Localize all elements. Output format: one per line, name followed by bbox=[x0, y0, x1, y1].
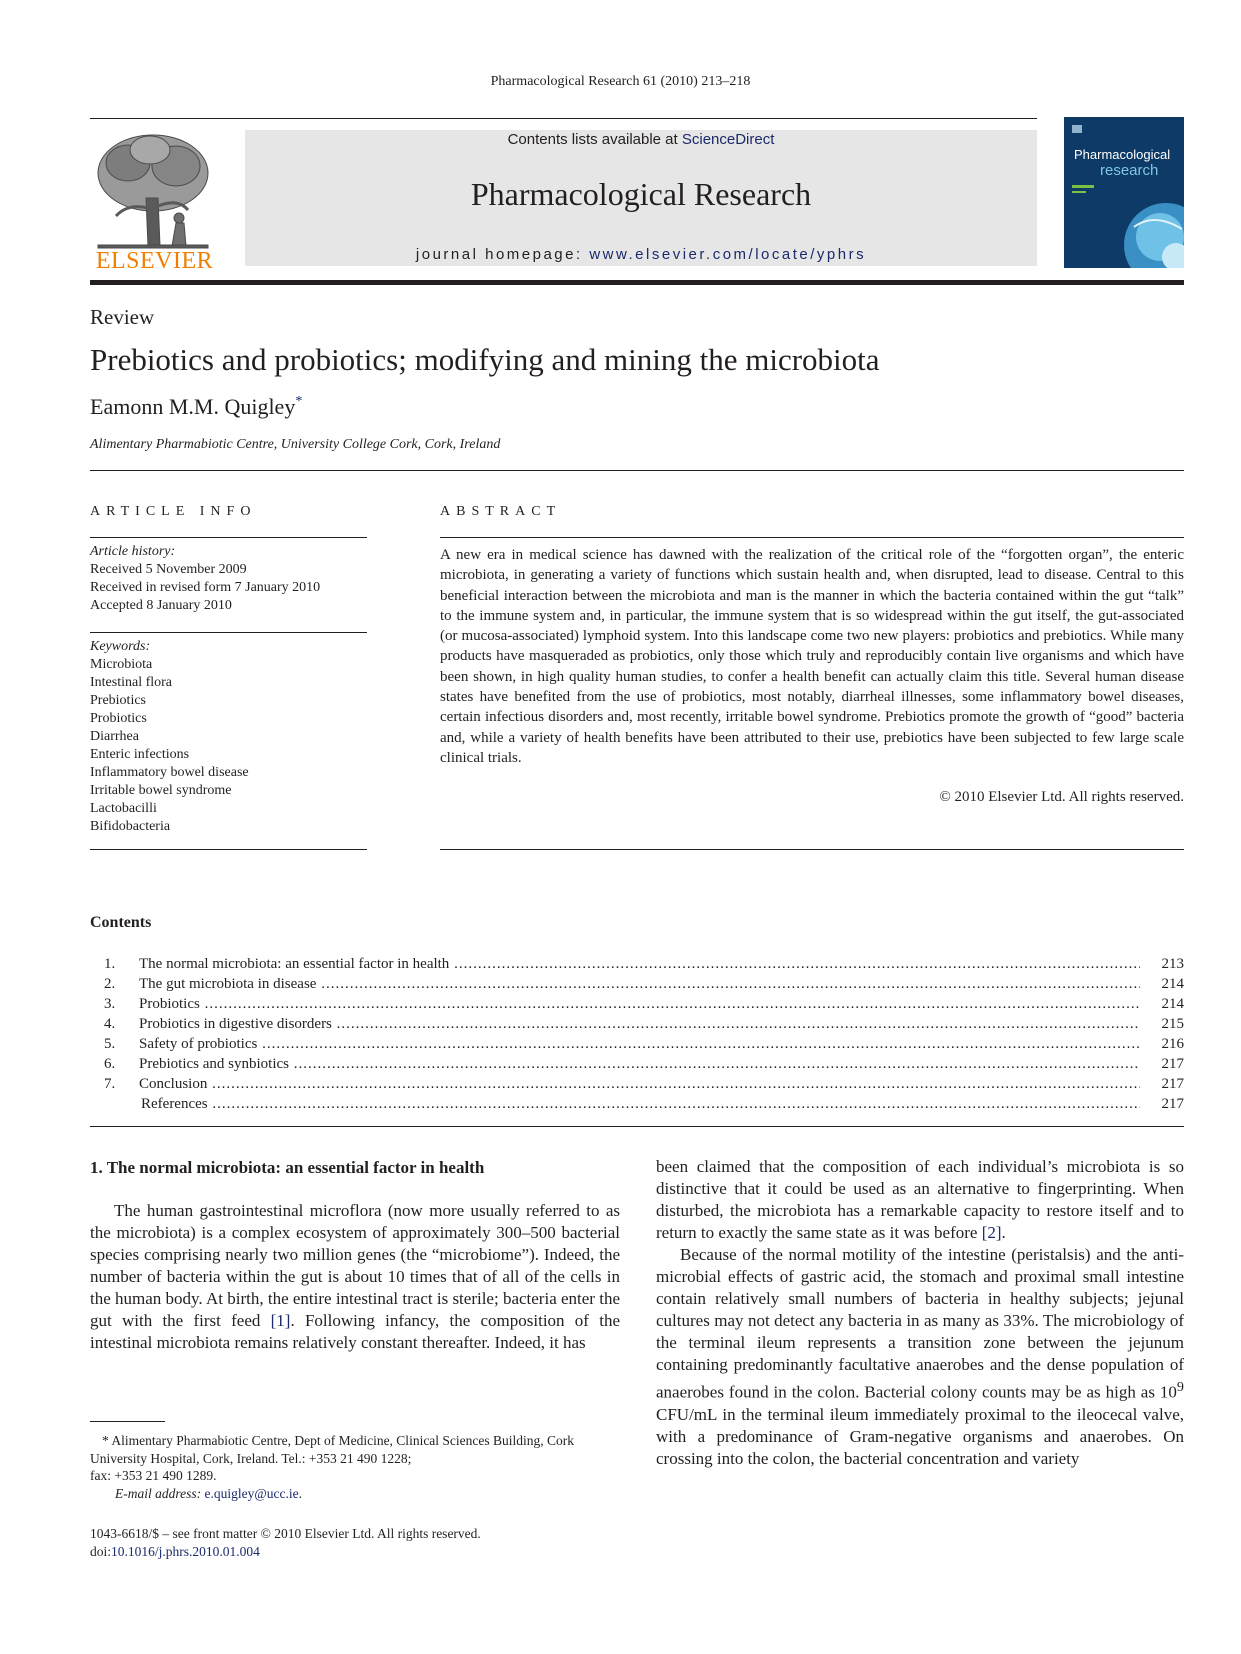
toc-entry[interactable] bbox=[90, 976, 1184, 996]
paragraph bbox=[90, 1200, 620, 1354]
history-rule bbox=[90, 632, 367, 633]
footnote-mark: * bbox=[102, 1433, 109, 1448]
toc-label: Prebiotics and synbiotics ..... bbox=[139, 1056, 1140, 1073]
homepage-label: journal homepage: bbox=[415, 246, 590, 263]
footnote-rule bbox=[90, 1421, 165, 1422]
keyword-item: Inflammatory bowel disease bbox=[90, 765, 249, 780]
contents-heading: Contents bbox=[90, 914, 152, 931]
footnote-text: Alimentary Pharmabiotic Centre, Dept of Medicine, Clinical Sciences Building, Cork University Hospital, Cork, Ireland. Tel.: +353 21 490 1228; bbox=[90, 1433, 575, 1466]
article-info-heading: ARTICLE INFO bbox=[90, 504, 257, 519]
footnote-fax: fax: +353 21 490 1289. bbox=[90, 1468, 217, 1483]
body-column-right bbox=[656, 1156, 1184, 1470]
toc-label: Conclusion ..... bbox=[139, 1076, 1140, 1093]
toc-entry[interactable] bbox=[90, 956, 1184, 976]
footnote-address bbox=[90, 1432, 620, 1467]
paragraph-text: . bbox=[1001, 1223, 1006, 1242]
toc-entry[interactable] bbox=[90, 1016, 1184, 1036]
contents-rule bbox=[90, 1126, 1184, 1127]
journal-citation: Pharmacological Research 61 (2010) 213–218 bbox=[490, 74, 751, 89]
paragraph-text: CFU/mL in the terminal ileum immediately proximal to the ileocecal valve, with a predominance of Gram-negative organisms and anaerobes. On crossing into the colon, the bacterial concentration and variety bbox=[656, 1404, 1184, 1468]
toc-entry[interactable] bbox=[90, 1036, 1184, 1056]
cover-title-line2: research bbox=[1100, 162, 1159, 179]
toc-page: 216 bbox=[1161, 1036, 1184, 1052]
article-history bbox=[90, 543, 320, 615]
toc-label: Safety of probiotics ..... bbox=[139, 1036, 1140, 1053]
email-label: E-mail address: bbox=[115, 1485, 205, 1501]
abstract-heading: ABSTRACT bbox=[440, 504, 562, 519]
journal-homepage-line bbox=[245, 246, 1037, 263]
toc-label: The normal microbiota: an essential factor in health ..... bbox=[139, 956, 1140, 973]
abstract-text: A new era in medical science has dawned with the realization of the critical role of the “forgotten organ”, the enteric microbiota, in generating a variety of functions which sustain health and, when disrupted, lead to disease. Central to this beneficial interaction between the microbiota and man is the manner in which the bacteria contained within the gut “talk” to the immune system and, in particular, the immune system that is so widespread within the gut itself, the gut-associated (or mucosa-associated) lymphoid system. Into this landscape come two new players: probiotics and prebiotics. While many products have masqueraded as probiotics, only those which truly and reproducibly contain live organisms and which have been shown, in high quality human studies, to confer a health benefit can actually claim this title. Several human disease states have benefited from the use of probiotics, most notably, diarrheal illnesses, some inflammatory bowel diseases, certain infectious disorders and, most recently, irritable bowel syndrome. Prebiotics promote the growth of “good” bacteria and, while a variety of health benefits have been attributed to their use, prebiotics have been subjected to few large scale clinical trials. bbox=[440, 547, 1184, 766]
toc-page: 217 bbox=[1161, 1076, 1184, 1092]
corresponding-author-footnote bbox=[90, 1432, 620, 1502]
keyword-item: Diarrhea bbox=[90, 729, 139, 744]
toc-number: 3. bbox=[104, 996, 116, 1012]
article-history-label: Article history: bbox=[90, 544, 176, 559]
toc-entry[interactable] bbox=[90, 1096, 1184, 1116]
toc-entry[interactable] bbox=[90, 996, 1184, 1016]
toc-page: 213 bbox=[1161, 956, 1184, 972]
keyword-item: Probiotics bbox=[90, 711, 147, 726]
toc-page: 217 bbox=[1161, 1096, 1184, 1112]
footnote-email-line bbox=[90, 1485, 620, 1503]
paragraph bbox=[656, 1244, 1184, 1470]
contents-available-text: Contents lists available at bbox=[507, 131, 682, 148]
journal-title: Pharmacological Research bbox=[470, 176, 812, 212]
toc-page: 217 bbox=[1161, 1056, 1184, 1072]
history-revised: Received in revised form 7 January 2010 bbox=[90, 580, 321, 595]
history-accepted: Accepted 8 January 2010 bbox=[90, 598, 232, 613]
author-line bbox=[90, 394, 302, 420]
publisher-logo-text: ELSEVIER bbox=[95, 248, 214, 274]
keywords bbox=[90, 638, 249, 836]
journal-banner bbox=[245, 130, 1037, 266]
toc-page: 215 bbox=[1161, 1016, 1184, 1032]
paragraph bbox=[656, 1156, 1184, 1244]
doi-line bbox=[90, 1543, 481, 1561]
toc-number: 4. bbox=[104, 1016, 116, 1032]
doi-link[interactable]: 10.1016/j.phrs.2010.01.004 bbox=[111, 1543, 260, 1559]
section-heading: 1. The normal microbiota: an essential factor in health bbox=[90, 1158, 485, 1177]
cover-title-line1: Pharmacological bbox=[1074, 147, 1171, 162]
sciencedirect-link[interactable]: ScienceDirect bbox=[681, 131, 775, 148]
cover-artwork bbox=[1064, 117, 1184, 268]
paragraph-text: . Following infancy, the composition of the intestinal microbiota remains relatively constant thereafter. Indeed, it has bbox=[90, 1311, 620, 1352]
toc-number: 5. bbox=[104, 1036, 116, 1052]
keyword-item: Irritable bowel syndrome bbox=[90, 783, 232, 798]
front-matter-note bbox=[90, 1525, 481, 1560]
superscript: 9 bbox=[1176, 1379, 1184, 1395]
homepage-link[interactable]: www.elsevier.com/locate/yphrs bbox=[589, 246, 867, 263]
body-column-left bbox=[90, 1200, 620, 1354]
issn-line: 1043-6618/$ – see front matter © 2010 Elsevier Ltd. All rights reserved. bbox=[90, 1526, 481, 1541]
doi-label: doi: bbox=[90, 1543, 112, 1559]
paragraph-text: The human gastrointestinal microflora (now more usually referred to as the microbiota) is a complex ecosystem of approximately 300–500 bacterial species comprising nearly two million genes (the “microbiome”). Indeed, the number of bacteria within the gut is about 10 times that of all of the cells in the human body. At birth, the entire intestinal tract is sterile; bacteria enter the gut with the first feed bbox=[90, 1201, 620, 1330]
toc-number: 2. bbox=[104, 976, 116, 992]
keyword-item: Prebiotics bbox=[90, 693, 146, 708]
toc-label: References ..... bbox=[141, 1096, 1140, 1113]
toc-number: 7. bbox=[104, 1076, 116, 1092]
article-type: Review bbox=[90, 305, 155, 329]
toc-entry[interactable] bbox=[90, 1056, 1184, 1076]
toc-entry[interactable] bbox=[90, 1076, 1184, 1096]
keywords-rule bbox=[90, 849, 367, 850]
title-block-rule bbox=[90, 470, 1184, 471]
paragraph-text: Because of the normal motility of the intestine (peristalsis) and the anti-microbial effects of gastric acid, the stomach and proximal small intestine contain relatively small numbers of bacteria in healthy subjects; jejunal cultures may not detect any bacteria in as many as 33%. The microbiology of the terminal ileum represents a transition zone between the jejunum containing predominantly facultative anaerobes and the dense population of anaerobes found in the colon. Bacterial colony counts may be as high as 10 bbox=[656, 1245, 1184, 1402]
keyword-item: Enteric infections bbox=[90, 747, 190, 762]
citation-link[interactable]: [2] bbox=[981, 1223, 1002, 1242]
abstract-bottom-rule bbox=[440, 849, 1184, 850]
toc-page: 214 bbox=[1161, 976, 1184, 992]
author-footnote-link[interactable]: * bbox=[295, 394, 303, 409]
citation-link[interactable]: [1] bbox=[270, 1311, 291, 1330]
header-thick-rule bbox=[90, 280, 1184, 285]
header-rule bbox=[90, 118, 1037, 119]
toc-page: 214 bbox=[1161, 996, 1184, 1012]
email-end: . bbox=[298, 1485, 303, 1501]
toc-label: Probiotics in digestive disorders ..... bbox=[139, 1016, 1140, 1033]
author-name: Eamonn M.M. Quigley bbox=[90, 394, 296, 419]
toc-number: 6. bbox=[104, 1056, 116, 1072]
keyword-item: Intestinal flora bbox=[90, 675, 173, 690]
journal-cover-image bbox=[1064, 117, 1184, 268]
toc-label: Probiotics ..... bbox=[139, 996, 1140, 1013]
history-received: Received 5 November 2009 bbox=[90, 562, 247, 577]
keyword-item: Bifidobacteria bbox=[90, 819, 171, 834]
affiliation: Alimentary Pharmabiotic Centre, University College Cork, Cork, Ireland bbox=[90, 437, 501, 452]
keywords-label: Keywords: bbox=[90, 639, 151, 654]
email-link[interactable]: e.quigley@ucc.ie bbox=[204, 1485, 299, 1501]
paragraph-text: been claimed that the composition of each individual’s microbiota is so distinctive that it could be used as an alternative to fingerprinting. When disturbed, the microbiota has a remarkable capacity to restore itself and to return to exactly the same state as it was before bbox=[656, 1157, 1184, 1242]
article-title: Prebiotics and probiotics; modifying and mining the microbiota bbox=[90, 342, 880, 377]
abstract-copyright: © 2010 Elsevier Ltd. All rights reserved. bbox=[939, 789, 1184, 805]
contents-available-line bbox=[245, 130, 1037, 148]
keyword-item: Lactobacilli bbox=[90, 801, 157, 816]
article-info-rule bbox=[90, 537, 367, 538]
toc-number: 1. bbox=[104, 956, 116, 972]
keyword-item: Microbiota bbox=[90, 657, 153, 672]
abstract-top-rule bbox=[440, 537, 1184, 538]
toc-label: The gut microbiota in disease ..... bbox=[139, 976, 1140, 993]
cover-title bbox=[1074, 147, 1170, 179]
